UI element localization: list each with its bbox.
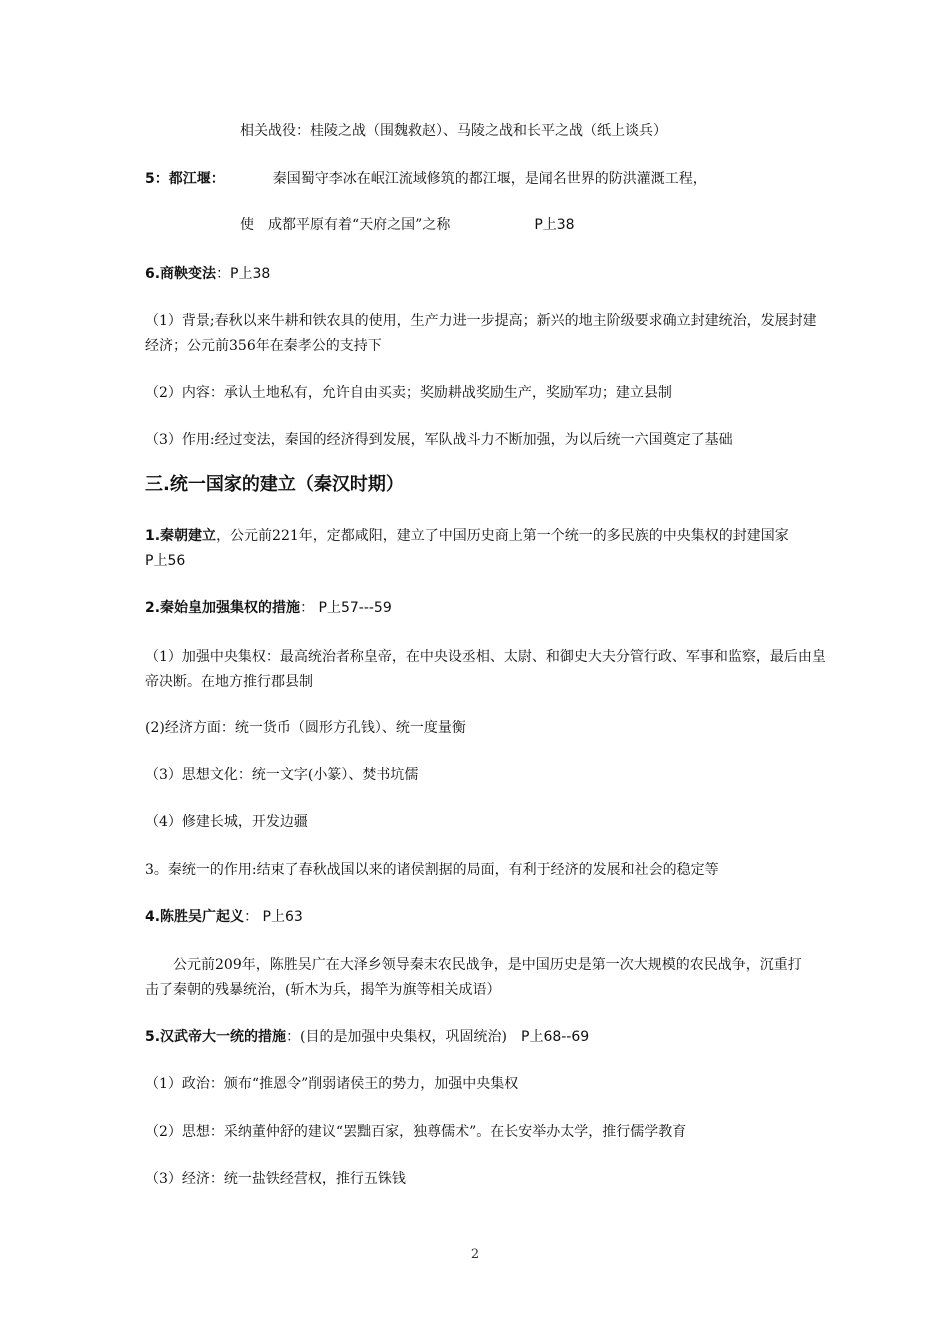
related-battles-line: 相关战役：桂陵之战（围魏救赵）、马陵之战和长平之战（纸上谈兵）	[240, 123, 667, 139]
qin-founding-ref: P上56	[145, 553, 186, 569]
dujiangyan-line-2	[240, 213, 910, 237]
qinshihuang-heading-line	[145, 596, 815, 620]
shangyang-effect: （3）作用:经过变法，秦国的经济得到发展，军队战斗力不断加强，为以后统一六国奠定了基础	[145, 432, 733, 448]
qinshihuang-item-1b: 帝决断。在地方推行郡县制	[145, 674, 313, 690]
hanwudi-heading: 5.汉武帝大一统的措施	[145, 1029, 287, 1045]
dujiangyan-text-2b: 成都平原有着“天府之国”之称	[268, 217, 451, 233]
hanwudi-item-2: （2）思想：采纳董仲舒的建议“罢黜百家，独尊儒术”。在长安举办太学，推行儒学教育	[145, 1124, 687, 1140]
qinshihuang-item-3: （3）思想文化：统一文字(小篆）、焚书坑儒	[145, 767, 419, 783]
section-title: 三.统一国家的建立（秦汉时期）	[145, 474, 404, 495]
hanwudi-heading-rest: ：(目的是加强中央集权，巩固统治)	[286, 1029, 507, 1045]
chensheng-text-2: 击了秦朝的残暴统治，(斩木为兵，揭竿为旗等相关成语）	[145, 982, 501, 998]
chensheng-text-1: 公元前209年，陈胜吴广在大泽乡领导秦末农民战争，是中国历史是第一次大规模的农民战争，沉重打	[173, 957, 802, 973]
shangyang-content: （2）内容：承认土地私有，允许自由买卖；奖励耕战奖励生产，奖励军功；建立县制	[145, 385, 672, 401]
qin-founding-line	[145, 524, 815, 548]
qinshihuang-item-1a: （1）加强中央集权：最高统治者称皇帝，在中央设丞相、太尉、和御史大夫分管行政、军事和监察，最后由皇	[145, 649, 826, 665]
shangyang-ref: ：P上38	[216, 266, 271, 282]
qin-effect: 3。秦统一的作用:结束了春秋战国以来的诸侯割据的局面，有利于经济的发展和社会的稳定等	[145, 862, 719, 878]
hanwudi-item-1: （1）政治：颁布“推恩令”削弱诸侯王的势力，加强中央集权	[145, 1076, 519, 1092]
shangyang-heading: 6.商鞅变法	[145, 266, 217, 282]
qin-founding-heading: 1.秦朝建立	[145, 528, 217, 544]
chensheng-heading-line	[145, 905, 815, 929]
hanwudi-heading-line	[145, 1025, 815, 1049]
dujiangyan-line	[145, 167, 815, 191]
dujiangyan-heading: 5：都江堰：	[145, 171, 225, 187]
hanwudi-item-3: （3）经济：统一盐铁经营权，推行五铢钱	[145, 1171, 406, 1187]
hanwudi-ref: P上68--69	[521, 1029, 590, 1045]
chensheng-ref: ： P上63	[244, 909, 303, 925]
shangyang-background-2: 经济；公元前356年在秦孝公的支持下	[145, 338, 382, 354]
qinshihuang-item-2: (2)经济方面：统一货币（圆形方孔钱）、统一度量衡	[145, 720, 466, 736]
qinshihuang-heading: 2.秦始皇加强集权的措施	[145, 600, 301, 616]
chensheng-heading: 4.陈胜吴广起义	[145, 909, 245, 925]
qin-founding-text: ，公元前221年，定都咸阳，建立了中国历史商上第一个统一的多民族的中央集权的封建国家	[216, 528, 789, 544]
qinshihuang-item-4: （4）修建长城，开发边疆	[145, 814, 308, 830]
dujiangyan-text-2a: 使	[240, 217, 254, 233]
shangyang-background-1: （1）背景;春秋以来牛耕和铁农具的使用，生产力进一步提高；新兴的地主阶级要求确立封建统治，发展封建	[145, 313, 817, 329]
page-number: 2	[470, 1247, 480, 1262]
shangyang-heading-line	[145, 262, 815, 286]
dujiangyan-ref: P上38	[534, 217, 575, 233]
qinshihuang-ref: ： P上57---59	[300, 600, 392, 616]
dujiangyan-text: 秦国蜀守李冰在岷江流域修筑的都江堰，是闻名世界的防洪灌溉工程，	[272, 171, 707, 187]
